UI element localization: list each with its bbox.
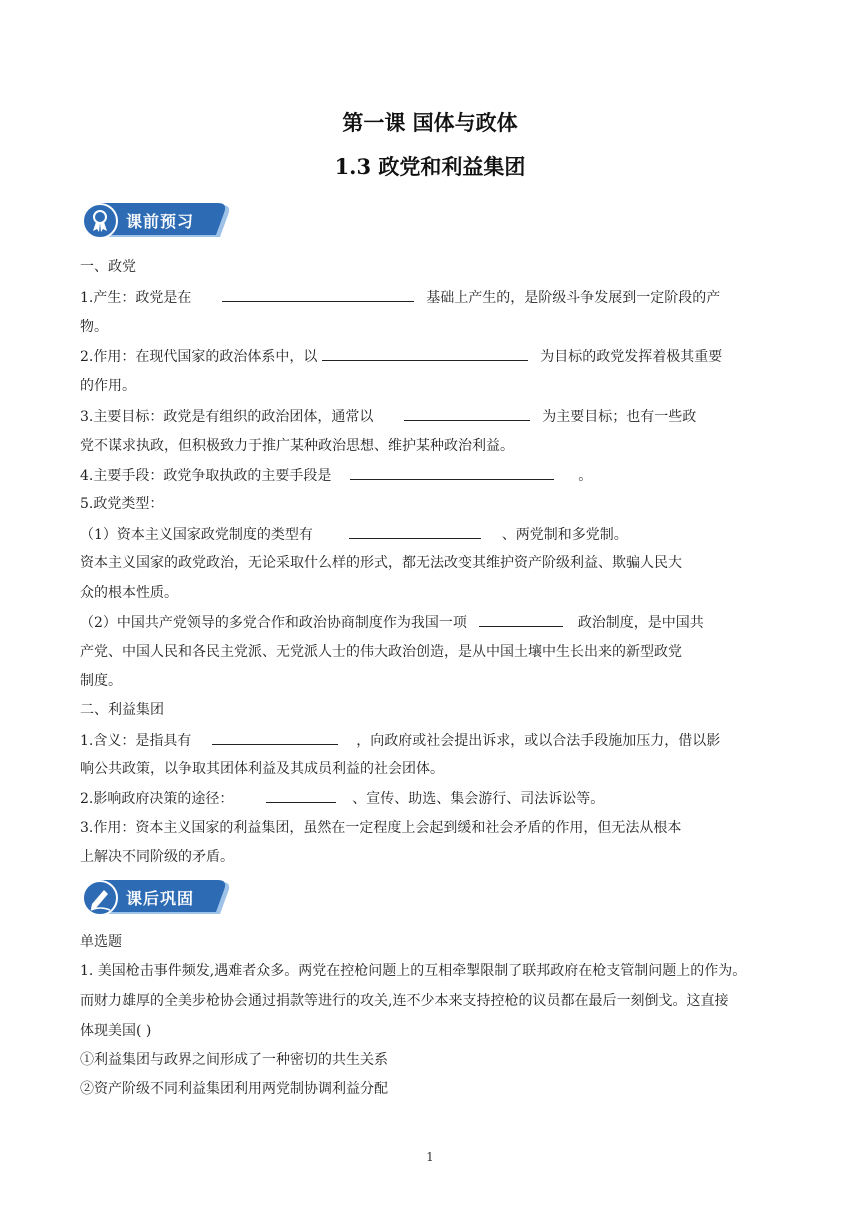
s1-line1-cont: 物。 xyxy=(80,319,108,335)
fill-blank[interactable] xyxy=(322,346,528,361)
fill-blank[interactable] xyxy=(222,287,414,302)
s1-line7: 资本主义国家的政党政治，无论采取什么样的形式，都无法改变其维护资产阶级利益、欺骗人民大 xyxy=(80,555,682,571)
fill-blank[interactable] xyxy=(349,524,481,539)
text-span: 为主要目标；也有一些政 xyxy=(542,409,697,425)
text-span: 2.作用：在现代国家的政治体系中，以 xyxy=(80,349,318,365)
review-banner-label: 课后巩固 xyxy=(126,889,195,908)
preview-banner-label: 课前预习 xyxy=(126,212,195,231)
s1-line6 xyxy=(80,524,780,545)
q1-line1: 1. 美国枪击事件频发,遇难者众多。两党在控枪问题上的互相牵掣限制了联邦政府在枪支管制问题上的作为。 xyxy=(80,963,747,979)
question-type: 单选题 xyxy=(80,934,122,950)
text-span: （1）资本主义国家政党制度的类型有 xyxy=(80,527,313,543)
q1-line2: 而财力雄厚的全美步枪协会通过捐款等进行的攻关,连不少本来支持控枪的议员都在最后一刻倒戈。这直接 xyxy=(80,993,729,1009)
s2-line2 xyxy=(80,788,780,809)
fill-blank[interactable] xyxy=(266,788,336,803)
s2-line1-cont: 响公共政策，以争取其团体利益及其成员利益的社会团体。 xyxy=(80,761,444,777)
s1-line4 xyxy=(80,465,780,486)
text-span: 2.影响政府决策的途径： xyxy=(80,791,234,807)
text-span: 、宣传、助选、集会游行、司法诉讼等。 xyxy=(352,791,605,807)
text-span: 为目标的政党发挥着极其重要 xyxy=(540,349,723,365)
preview-banner xyxy=(82,203,232,239)
section2-heading: 二、利益集团 xyxy=(80,702,164,718)
section1-heading: 一、政党 xyxy=(80,259,136,275)
q1-line3: 体现美国( ) xyxy=(80,1023,152,1039)
s1-line8 xyxy=(80,612,780,633)
s1-line2 xyxy=(80,346,780,367)
s1-line1 xyxy=(80,287,780,308)
s1-line3-cont: 党不谋求执政，但积极致力于推广某种政治思想、维护某种政治利益。 xyxy=(80,438,514,454)
fill-blank[interactable] xyxy=(404,406,530,421)
text-span: ，向政府或社会提出诉求，或以合法手段施加压力，借以影 xyxy=(356,733,721,749)
fill-blank[interactable] xyxy=(350,465,554,480)
q1-option-2[interactable]: ②资产阶级不同利益集团利用两党制协调利益分配 xyxy=(80,1081,388,1097)
lesson-subtitle: 1.3 政党和利益集团 xyxy=(334,154,526,179)
s1-line5: 5.政党类型： xyxy=(80,496,164,512)
fill-blank[interactable] xyxy=(479,612,563,627)
s1-line2-cont: 的作用。 xyxy=(80,378,136,394)
text-span: 1.含义：是指具有 xyxy=(80,733,192,749)
s1-line8-cont: 产党、中国人民和各民主党派、无党派人士的伟大政治创造，是从中国土壤中生长出来的新型政党 xyxy=(80,644,682,660)
q1-option-1[interactable]: ①利益集团与政界之间形成了一种密切的共生关系 xyxy=(80,1052,388,1068)
s1-line7-cont: 众的根本性质。 xyxy=(80,585,178,601)
text-span: 基础上产生的，是阶级斗争发展到一定阶段的产 xyxy=(426,290,721,306)
s2-line3-cont: 上解决不同阶级的矛盾。 xyxy=(80,849,234,865)
lesson-title: 第一课 国体与政体 xyxy=(342,110,518,135)
s1-line3 xyxy=(80,406,780,427)
text-span: 。 xyxy=(578,468,593,484)
page-number: 1 xyxy=(426,1150,434,1164)
text-span: 4.主要手段：政党争取执政的主要手段是 xyxy=(80,468,332,484)
s1-line8-end: 制度。 xyxy=(80,673,122,689)
text-span: 3.主要目标：政党是有组织的政治团体，通常以 xyxy=(80,409,374,425)
text-span: 、两党制和多党制。 xyxy=(501,527,628,543)
review-banner xyxy=(82,880,232,916)
text-span: 政治制度，是中国共 xyxy=(577,615,704,631)
s2-line3: 3.作用：资本主义国家的利益集团，虽然在一定程度上会起到缓和社会矛盾的作用，但无法从根本 xyxy=(80,820,682,836)
text-span: （2）中国共产党领导的多党合作和政治协商制度作为我国一项 xyxy=(80,615,467,631)
s2-line1 xyxy=(80,730,780,751)
text-span: 1.产生：政党是在 xyxy=(80,290,192,306)
fill-blank[interactable] xyxy=(212,730,338,745)
